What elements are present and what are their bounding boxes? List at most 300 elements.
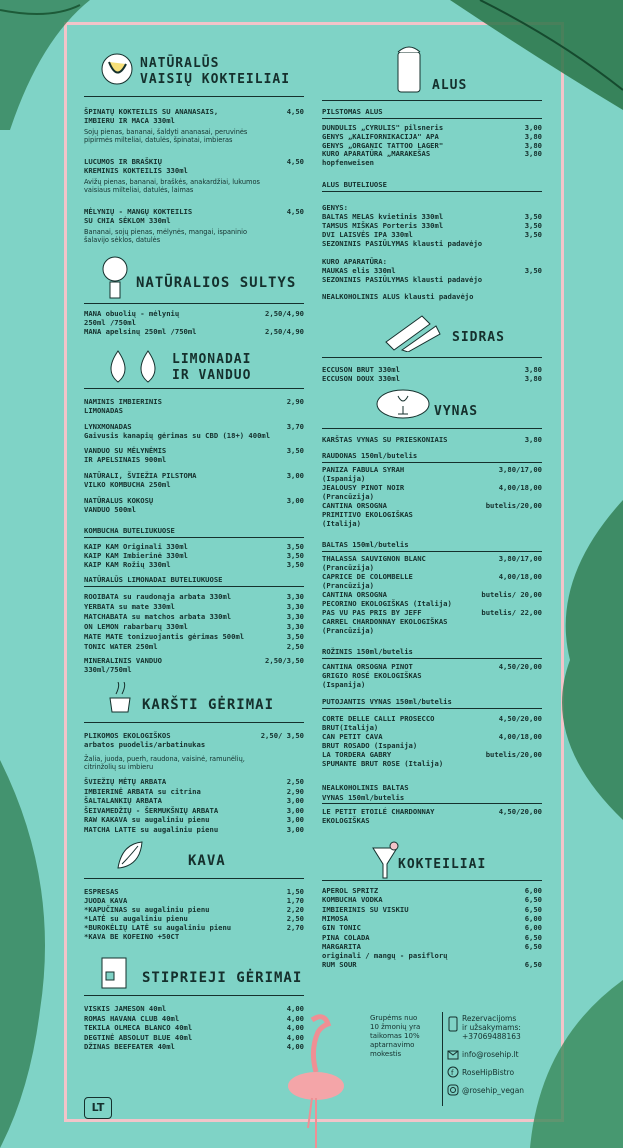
item-price: 4,50/20,00	[498, 807, 542, 816]
item-price: 3,30	[286, 622, 304, 631]
item-description: vaisiaus milteliai, datulės, laimas	[84, 186, 194, 194]
item-name: Gaivusis kanapių gėrimas su CBD (18+) 400ml	[84, 431, 271, 440]
item-name: PLIKOMOS EKOLOGIŠKOS	[84, 731, 171, 740]
mail-icon	[447, 1050, 459, 1060]
menu-item	[84, 788, 304, 797]
item-name: LYNXMONADAS	[84, 422, 132, 431]
item-name: SPUMANTE BRUT ROSE (Italija)	[322, 759, 444, 768]
item-price: 3,80/17,00	[498, 465, 542, 474]
section-title: VAISIŲ KOKTEILIAI	[140, 72, 291, 87]
note-line: mokestis	[370, 1050, 402, 1058]
menu-item	[84, 506, 304, 515]
menu-item	[84, 623, 304, 632]
menu-item	[322, 924, 542, 933]
palm-leaf-decoration	[540, 500, 623, 820]
divider	[322, 357, 542, 358]
instagram-icon	[447, 1084, 459, 1096]
menu-item	[84, 432, 304, 441]
item-price: 1,50	[286, 887, 304, 896]
item-price: 4,00	[286, 1032, 304, 1042]
item-name: MATE MATE tonizuojantis gėrimas 500ml	[84, 632, 245, 641]
facebook-icon	[447, 1066, 459, 1078]
item-price: 6,50	[524, 941, 542, 951]
item-price: 6,00	[524, 913, 542, 923]
item-name: MIMOSA	[322, 913, 348, 923]
divider	[322, 100, 542, 101]
item-name: MINERALINIS VANDUO	[84, 656, 162, 665]
item-description: Sojų pienas, bananai, šaldyti ananasai, peruvinės	[84, 128, 248, 136]
item-name: NATŪRALI, ŠVIEŽIA PILSTOMA	[84, 471, 197, 480]
subsection-head: NEALKOHOLINIS BALTAS	[322, 783, 409, 792]
menu-item	[84, 328, 304, 337]
menu-item	[84, 633, 304, 642]
item-name: *LATĖ su augaliniu pienu	[84, 914, 188, 923]
menu-item	[322, 906, 542, 915]
item-name: *BUROKĖLIŲ LATĖ su augaliniu pienu	[84, 923, 232, 932]
menu-item	[322, 627, 542, 636]
item-price: 3,50	[524, 230, 542, 239]
item-name: ŠPINATŲ KOKTEILIS SU ANANASAIS,	[84, 107, 219, 116]
item-name: MĖLYNIŲ - MANGŲ KOKTEILIS	[84, 207, 193, 216]
item-price: 6,00	[524, 923, 542, 933]
section-title: NATŪRALŪS	[140, 56, 220, 71]
subsection-head: ALUS BUTELIUOSE	[322, 180, 387, 189]
item-description: pipirmės milteliai, datulės, špinatai, imbieras	[84, 136, 233, 144]
item-price: 3,50	[286, 551, 304, 560]
item-name: MARGARITA	[322, 941, 361, 951]
note-line: 10 žmonių yra	[370, 1023, 421, 1031]
item-price: 4,00/18,00	[498, 732, 542, 741]
item-price: 4,50/20,00	[498, 662, 542, 671]
subsection-head: PUTOJANTIS VYNAS 150ml/butelis	[322, 697, 452, 706]
rez-line: Rezervacijoms	[462, 1014, 517, 1023]
item-name: RAW KAKAVA su augaliniu pienu	[84, 815, 210, 824]
menu-item	[322, 240, 542, 249]
cider-bottles-icon	[382, 312, 442, 352]
item-name: GENYS:	[322, 203, 348, 212]
menu-item	[322, 436, 542, 445]
menu-item	[84, 778, 304, 787]
menu-item	[84, 1005, 304, 1014]
menu-item	[84, 603, 304, 612]
facebook-link[interactable]: RoseHipBistro	[462, 1068, 515, 1077]
item-price: 3,80	[524, 131, 542, 141]
item-name: MANA obuolių - mėlynių	[84, 309, 180, 318]
hot-cup-icon	[106, 682, 140, 716]
item-name: IMBIERINĖ ARBATA su citrina	[84, 786, 201, 796]
item-name: LE PETIT ETOILÉ CHARDONNAY	[322, 807, 435, 816]
menu-item	[84, 613, 304, 622]
item-price: 2,50	[286, 914, 304, 923]
divider	[322, 462, 542, 463]
section-title: ALUS	[432, 78, 468, 93]
item-name: (Prancūzija)	[322, 581, 374, 590]
item-name: BRUT ROSADO (Ispanija)	[322, 741, 418, 750]
item-price: 4,00/18,00	[498, 483, 542, 492]
item-price: 3,50	[286, 632, 304, 641]
divider	[84, 388, 304, 389]
item-name: LIMONADAS	[84, 406, 123, 415]
item-price: 3,80/17,00	[498, 554, 542, 563]
item-name: TAMSUS MIŠKAS Porteris 330ml	[322, 221, 444, 230]
item-price: 4,00	[286, 1023, 304, 1032]
item-name: KAIP KAM Imbierinė 330ml	[84, 551, 188, 560]
item-price: 3,00	[286, 824, 304, 834]
palm-leaf-decoration	[0, 760, 70, 1148]
item-name: DŽINAS BEEFEATER 40ml	[84, 1042, 175, 1051]
item-name: MAUKAS elis 330ml	[322, 266, 396, 275]
item-price: 2,50/4,90	[265, 309, 304, 318]
item-price: 2,90	[286, 397, 304, 406]
item-name: DVI LAISVĖS IPA 330ml	[322, 230, 413, 239]
note-line: aptarnavimo	[370, 1041, 415, 1049]
divider	[84, 995, 304, 996]
subsection-head: RAUDONAS 150ml/butelis	[322, 451, 418, 460]
item-name: (Prancūzija)	[322, 492, 374, 501]
water-drops-icon	[104, 349, 164, 385]
item-price: 3,80	[524, 435, 542, 444]
divider	[84, 303, 304, 304]
section-title: KARŠTI GĖRIMAI	[142, 697, 275, 713]
item-name: CARREL CHARDONNAY EKOLOGIŠKAS	[322, 617, 448, 626]
item-price: 4,00	[286, 1004, 304, 1013]
item-price: 6,50	[524, 960, 542, 970]
item-name: NATŪRALUS KOKOSŲ	[84, 496, 154, 505]
item-description: citrinžolių su imbieru	[84, 763, 154, 771]
item-name: SEZONINIS PASIŪLYMAS klausti padavėjo	[322, 239, 483, 248]
item-price: 3,30	[286, 612, 304, 621]
item-name: *KAPUČINAS su augaliniu pienu	[84, 905, 210, 914]
item-name: ŠALTALANKIŲ ARBATA	[84, 796, 162, 805]
orange-character-icon	[100, 254, 130, 300]
item-name: VILKO KOMBUCHA 250ml	[84, 480, 171, 489]
group-note	[370, 1014, 440, 1059]
item-name: MANA apelsinų 250ml /750ml	[84, 327, 197, 336]
item-name: VANDUO SU MĖLYNĖMIS	[84, 446, 167, 455]
item-description: Žalia, juoda, puerh, raudona, vaisinė, ramunėlių,	[84, 755, 245, 763]
divider	[322, 658, 542, 659]
email-link[interactable]: info@rosehip.lt	[462, 1050, 519, 1059]
item-price: 6,50	[524, 932, 542, 942]
subsection-head: PILSTOMAS ALUS	[322, 107, 383, 116]
phone-icon	[448, 1016, 458, 1032]
divider	[322, 428, 542, 429]
menu-item	[322, 887, 542, 896]
menu-item	[84, 797, 304, 806]
divider	[322, 551, 542, 552]
subsection-head: VYNAS 150ml/butelis	[322, 793, 405, 802]
menu-item	[322, 943, 542, 952]
item-name: IMBIERINIS SU VISKIU	[322, 904, 409, 914]
menu-item	[84, 561, 304, 570]
item-name: *KAVA BE KOFEINO +50CT	[84, 932, 180, 941]
menu-item	[84, 741, 304, 750]
item-price: 4,50	[286, 107, 304, 116]
item-price: 6,50	[524, 904, 542, 914]
item-price: 3,00	[286, 471, 304, 480]
item-price: butelis/20,00	[485, 501, 542, 510]
menu-item	[322, 159, 542, 168]
item-price: 3,80	[524, 149, 542, 159]
item-name: DEGTINĖ ABSOLUT BLUE 40ml	[84, 1032, 193, 1042]
divider	[84, 96, 304, 97]
item-price: 3,80	[524, 374, 542, 383]
menu-item	[322, 896, 542, 905]
item-name: TEKILA OLMECA BLANCO 40ml	[84, 1023, 193, 1032]
menu-item	[322, 817, 542, 826]
menu-item	[322, 375, 542, 384]
item-name: ROOIBATA su raudonąja arbata 330ml	[84, 592, 232, 601]
menu-item	[322, 952, 542, 961]
item-description: Avižų pienas, bananai, braškės, anakardžiai, lukumos	[84, 178, 260, 186]
item-name: ESPRESAS	[84, 887, 119, 896]
item-name: ŠEIVAMEDŽIŲ - ŠERMUKŠNIŲ ARBATA	[84, 805, 219, 815]
item-price: 3,80	[524, 365, 542, 374]
item-name: VANDUO 500ml	[84, 505, 136, 514]
item-price: 3,50	[286, 542, 304, 551]
subsection-head: NATŪRALŪS LIMONADAI BUTELIUKUOSE	[84, 575, 223, 584]
menu-item	[84, 816, 304, 825]
menu-item	[84, 1043, 304, 1052]
item-name: JUODA KAVA	[84, 896, 128, 905]
item-name: LUCUMOS IR BRAŠKIŲ	[84, 157, 162, 166]
item-price: 3,70	[286, 422, 304, 431]
item-price: 3,50	[286, 446, 304, 455]
divider	[322, 803, 542, 804]
item-price: 3,50	[286, 560, 304, 569]
item-name: KOMBUCHA VODKA	[322, 895, 383, 905]
divider	[84, 586, 304, 587]
glass-icon	[96, 952, 132, 992]
item-name: 250ml /750ml	[84, 318, 136, 327]
cocktail-icon	[370, 838, 400, 884]
divider	[322, 191, 542, 192]
item-name: CANTINA ORSOGNA	[322, 590, 387, 599]
menu-item	[84, 933, 304, 942]
item-description: Bananai, sojų pienas, mėlynės, mangai, ispaninio	[84, 228, 248, 236]
palm-leaf-decoration	[0, 0, 90, 130]
item-name: CANTINA ORSOGNA PINOT	[322, 662, 413, 671]
item-name: (Prancūzija)	[322, 626, 374, 635]
item-price: 1,70	[286, 896, 304, 905]
menu-item	[84, 1034, 304, 1043]
note-line: Grupėms nuo	[370, 1014, 418, 1022]
item-price: 3,00	[524, 123, 542, 132]
item-name: PAS VU PAS PRIS BY JEFF	[322, 608, 422, 617]
item-name: LA TORDERA GABRY	[322, 750, 392, 759]
item-name: GIN TONIC	[322, 923, 361, 933]
item-name: PRIMITIVO EKOLOGIŠKAS	[322, 510, 413, 519]
divider	[84, 722, 304, 723]
item-price: 2,50/3,50	[265, 656, 304, 665]
item-price: butelis/ 22,00	[481, 608, 542, 617]
item-name: MATCHABATA su matchos arbata 330ml	[84, 612, 232, 621]
item-name: MATCHA LATTE su augaliniu pienu	[84, 824, 219, 834]
menu-item	[322, 276, 542, 285]
item-description: šalavijo sėklos, datulės	[84, 236, 161, 244]
item-name: hopfenweisen	[322, 158, 374, 168]
item-name: 330ml/750ml	[84, 665, 132, 674]
flamingo-illustration	[282, 1010, 352, 1148]
menu-item	[84, 1015, 304, 1024]
menu-item	[84, 1024, 304, 1033]
item-price: 4,00	[286, 1013, 304, 1023]
item-name: IMBIERU IR MACA 330ml	[84, 116, 175, 125]
item-price: 4,00/18,00	[498, 572, 542, 581]
item-price: 3,50	[524, 266, 542, 275]
rez-line: ir užsakymams:	[462, 1023, 521, 1032]
menu-item	[84, 807, 304, 816]
beer-glass-icon	[394, 38, 426, 96]
section-title: KAVA	[188, 853, 226, 869]
item-name: originali / mangų - pasiflorų	[322, 951, 448, 961]
item-name: NEALKOHOLINIS ALUS klausti padavėjo	[322, 292, 474, 301]
menu-item	[84, 593, 304, 602]
menu-item	[322, 961, 542, 970]
item-price: 3,00	[286, 815, 304, 824]
item-name: VISKIS JAMESON 40ml	[84, 1004, 167, 1013]
item-name: GENYS „KALIFORNIKACIJA" APA	[322, 131, 439, 141]
item-name: (Ispanija)	[322, 680, 366, 689]
divider	[84, 878, 304, 879]
item-price: 6,00	[524, 886, 542, 895]
item-name: KURO APARATŪRA „MARAKEŠAS	[322, 149, 431, 159]
item-name: RUM SOUR	[322, 960, 357, 970]
item-price: 3,50	[524, 212, 542, 221]
section-title: LIMONADAI	[172, 352, 252, 367]
divider	[322, 880, 542, 881]
menu-item	[84, 407, 304, 416]
item-price: 4,50	[286, 157, 304, 166]
menu-item	[322, 934, 542, 943]
item-name: SEZONINIS PASIŪLYMAS klausti padavėjo	[322, 275, 483, 284]
item-name: BALTAS MELAS kvietinis 330ml	[322, 212, 444, 221]
menu-item	[84, 666, 304, 675]
item-name: JEALOUSY PINOT NOIR	[322, 483, 405, 492]
item-name: IR APELSINAIS 900ml	[84, 455, 167, 464]
item-name: (Prancūzija)	[322, 563, 374, 572]
item-name: THALASSA SAUVIGNON BLANC	[322, 554, 426, 563]
reservation-label	[462, 1014, 521, 1041]
item-name: KAIP KAM Rožių 330ml	[84, 560, 171, 569]
item-price: 4,00	[286, 1042, 304, 1051]
item-name: KARŠTAS VYNAS SU PRIESKONIAIS	[322, 435, 448, 444]
item-name: ROMAS HAVANA CLUB 40ml	[84, 1013, 180, 1023]
item-price: 2,90	[286, 786, 304, 796]
item-name: arbatos puodelis/arbatinukas	[84, 740, 206, 749]
item-name: SU CHIA SĖKLOM 330ml	[84, 216, 171, 225]
item-price: 3,00	[286, 796, 304, 805]
item-name: KURO APARATŪRA:	[322, 257, 387, 266]
section-title: NATŪRALIOS SULTYS	[136, 275, 297, 291]
item-name: PANIZA FABULA SYRAH	[322, 465, 405, 474]
item-name: KREMINIS KOKTEILIS 330ml	[84, 166, 188, 175]
palm-leaf-decoration	[520, 980, 623, 1148]
item-name: TONIC WATER 250ml	[84, 642, 158, 651]
item-price: 2,50	[286, 642, 304, 651]
item-name: ŠVIEŽIŲ MĖTŲ ARBATA	[84, 777, 167, 786]
item-price: butelis/20,00	[485, 750, 542, 759]
item-name: PINA COLADA	[322, 932, 370, 942]
section-title: SIDRAS	[452, 330, 505, 345]
wine-glass-icon	[374, 388, 432, 424]
item-price: 2,70	[286, 923, 304, 932]
menu-item	[84, 481, 304, 490]
subsection-head: BALTAS 150ml/butelis	[322, 540, 409, 549]
item-price: 2,50/ 3,50	[260, 731, 304, 740]
item-price: 3,30	[286, 602, 304, 611]
item-name: CANTINA ORSOGNA	[322, 501, 387, 510]
item-name: GRIGIO ROSÉ EKOLOGIŠKAS	[322, 671, 422, 680]
item-name: ECCUSON BRUT 330ml	[322, 365, 400, 374]
item-name: BRUT(Italija)	[322, 723, 379, 732]
menu-item	[322, 520, 542, 529]
banana-icon	[100, 52, 134, 86]
item-price: 3,50	[524, 221, 542, 230]
item-name: EKOLOGIŠKAS	[322, 816, 370, 825]
note-line: taikomas 10%	[370, 1032, 420, 1040]
item-name: (Italija)	[322, 519, 361, 528]
item-name: KAIP KAM Originali 330ml	[84, 542, 188, 551]
item-name: CAN PETIT CAVA	[322, 732, 383, 741]
item-price: butelis/ 20,00	[481, 590, 542, 599]
item-name: (Ispanija)	[322, 474, 366, 483]
divider	[322, 118, 542, 119]
section-title: VYNAS	[434, 404, 479, 419]
language-tag: LT	[84, 1097, 112, 1119]
svg-text:f: f	[451, 1069, 454, 1077]
menu-item	[84, 456, 304, 465]
section-title: STIPRIEJI GĖRIMAI	[142, 970, 303, 986]
subsection-head: ROŽINIS 150ml/butelis	[322, 647, 413, 656]
subsection-head: KOMBUCHA BUTELIUKUOSE	[84, 526, 175, 535]
item-price: 4,50/20,00	[498, 714, 542, 723]
menu-item	[322, 681, 542, 690]
item-name: ON LEMON rabarbarų 330ml	[84, 622, 188, 631]
item-name: NAMINIS IMBIERINIS	[84, 397, 162, 406]
item-price: 3,00	[286, 496, 304, 505]
phone-number[interactable]: +37069488163	[462, 1032, 521, 1041]
item-price: 2,50/4,90	[265, 327, 304, 336]
item-price: 3,80	[524, 140, 542, 150]
item-name: DUNDULIS „CYRULIS" pilsneris	[322, 123, 444, 132]
divider	[442, 1012, 443, 1106]
item-name: ECCUSON DOUX 330ml	[322, 374, 400, 383]
menu-item	[84, 826, 304, 835]
item-price: 3,30	[286, 592, 304, 601]
item-name: PECORINO EKOLOGIŠKAS (Italija)	[322, 599, 452, 608]
item-price: 6,50	[524, 895, 542, 905]
item-name: APEROL SPRITZ	[322, 886, 379, 895]
coffee-bean-icon	[112, 838, 148, 876]
section-title: KOKTEILIAI	[398, 857, 487, 872]
item-name: CORTE DELLE CALLI PROSECCO	[322, 714, 435, 723]
item-name: YERBATA su mate 330ml	[84, 602, 175, 611]
divider	[322, 708, 542, 709]
item-price: 2,20	[286, 905, 304, 914]
item-name: GENYS „ORGANIC TATTOO LAGER"	[322, 140, 444, 150]
divider	[84, 537, 304, 538]
section-title: IR VANDUO	[172, 368, 252, 383]
item-price: 4,50	[286, 207, 304, 216]
item-price: 2,50	[286, 777, 304, 786]
palm-leaf-decoration	[420, 0, 623, 110]
menu-item	[322, 915, 542, 924]
item-price: 3,00	[286, 805, 304, 815]
menu-item	[322, 760, 542, 769]
item-name: CAPRICE DE COLOMBELLE	[322, 572, 413, 581]
instagram-link[interactable]: @rosehip_vegan	[462, 1086, 525, 1095]
